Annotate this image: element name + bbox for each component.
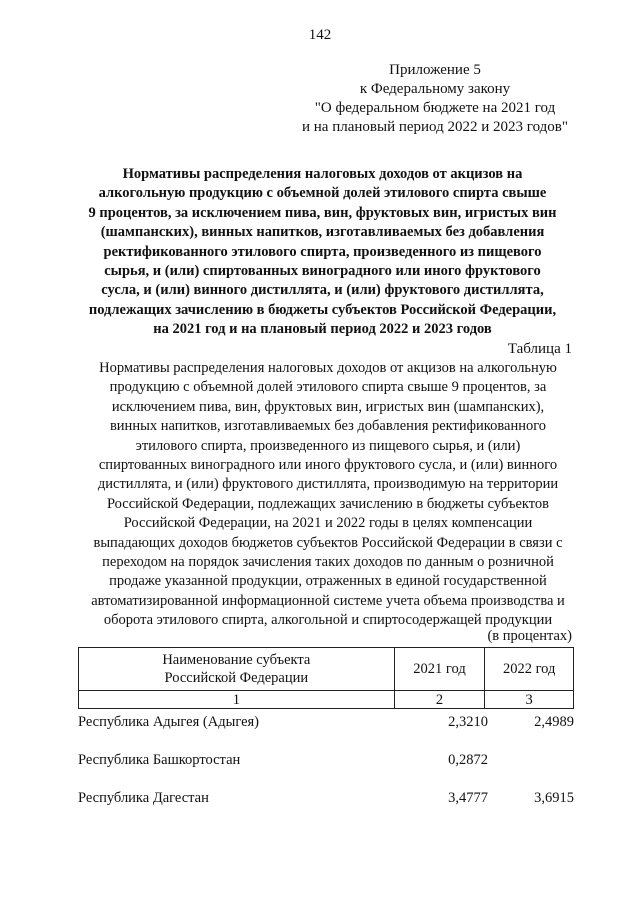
table-row <box>78 780 574 818</box>
table-description <box>78 359 578 631</box>
description-line: Российской Федерации, на 2021 и 2022 годы в целях компенсации <box>123 515 533 532</box>
value-2022: 2,4989 <box>534 714 574 730</box>
value-2021: 2,3210 <box>448 714 488 730</box>
heading-line: алкогольную продукцию с объемной долей этилового спирта свыше <box>98 185 547 202</box>
value-2021: 3,4777 <box>448 790 488 806</box>
description-line: дистиллята, и (или) фруктового дистиллята, производимую на территории <box>97 476 559 493</box>
value-2021: 0,2872 <box>448 752 488 768</box>
description-line: спиртованных виноградного или иного фруктового сусла, и (или) винного <box>98 457 558 474</box>
heading-line: ректификованного этилового спирта, произведенного из пищевого <box>103 243 542 260</box>
heading-line: 9 процентов, за исключением пива, вин, фруктовых вин, игристых вин <box>88 204 557 221</box>
header-row <box>79 648 574 691</box>
table-row <box>78 742 574 780</box>
appendix-line: к Федеральному закону <box>359 81 511 97</box>
description-line: этилового спирта, произведенного из пищевого сырья, и (или) <box>135 437 521 454</box>
value-2022: 3,6915 <box>534 790 574 806</box>
heading-line: на 2021 год и на плановый период 2022 и 2023 годов <box>153 321 492 338</box>
subject-name: Республика Башкортостан <box>78 752 241 768</box>
heading-line: Нормативы распределения налоговых доходов от акцизов на <box>122 166 523 182</box>
heading-line: подлежащих зачислению в бюджеты субъектов Российской Федерации, <box>88 301 557 318</box>
heading-line: (шампанских), винных напитков, изготавливаемых без добавления <box>100 224 545 241</box>
description-line: выпадающих доходов бюджетов субъектов Российской Федерации в связи с <box>93 534 563 551</box>
table-header <box>78 647 574 709</box>
subject-name: Республика Адыгея (Адыгея) <box>78 714 260 730</box>
column-number: 2 <box>394 691 485 709</box>
description-line: Российской Федерации, подлежащих зачислению в бюджеты субъектов <box>106 495 550 512</box>
description-line: винных напитков, изготавливаемых без добавления ректификованного <box>109 418 547 435</box>
column-number: 1 <box>79 691 395 709</box>
description-line: исключением пива, вин, фруктовых вин, игристых вин (шампанских), <box>111 398 545 415</box>
appendix-line: Приложение 5 <box>389 62 481 78</box>
header-2021: 2021 год <box>394 648 485 691</box>
page-number: 142 <box>308 27 332 43</box>
document-heading <box>70 165 575 340</box>
heading-line: сусла, и (или) винного дистиллята, и (или) фруктового дистиллята, <box>101 282 544 299</box>
table-label: Таблица 1 <box>507 341 572 357</box>
description-line: автоматизированной информационной системе учета объема производства и <box>91 592 565 609</box>
description-line: Нормативы распределения налоговых доходов от акцизов на алкогольную <box>99 360 557 376</box>
description-line: переходом на порядок зачисления таких доходов по данным о розничной <box>102 554 554 571</box>
header-2022: 2022 год <box>485 648 574 691</box>
description-line: продукцию с объемной долей этилового спирта свыше 9 процентов, за <box>109 379 547 396</box>
subject-name: Республика Дагестан <box>78 790 209 806</box>
header-subject-line: Российской Федерации <box>164 670 309 686</box>
description-line: оборота этилового спирта, алкогольной и спиртосодержащей продукции <box>103 612 553 629</box>
appendix-caption <box>270 61 600 137</box>
heading-line: сырья, и (или) спиртованных виноградного или иного фруктового <box>104 263 541 280</box>
appendix-line: и на плановый период 2022 и 2023 годов" <box>302 119 568 135</box>
header-subject <box>79 648 395 691</box>
column-number: 3 <box>485 691 574 709</box>
units-note: (в процентах) <box>487 628 572 644</box>
table-row <box>78 704 574 742</box>
description-line: продаже указанной продукции, отраженных в единой государственной <box>109 573 547 590</box>
appendix-line: "О федеральном бюджете на 2021 год <box>314 100 556 116</box>
header-subject-line: Наименование субъекта <box>162 652 311 668</box>
table-body <box>78 704 574 818</box>
